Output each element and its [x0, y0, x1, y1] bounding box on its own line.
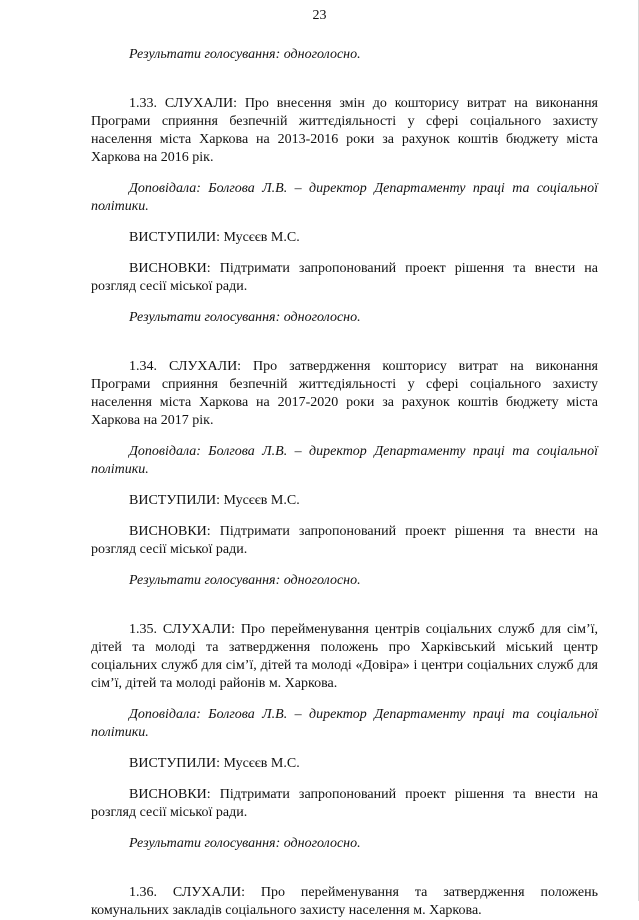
- heard-paragraph: 1.35. СЛУХАЛИ: Про перейменування центрів соціальних служб для сім’ї, дітей та молоді та затвердження положень про Харківський міський центр соціальних служб для сім’ї, дітей та молоді «Довіра» і центри соціальних служб для сім’ї, дітей та молоді районів м. Харкова.: [91, 622, 598, 691]
- page-number: 23: [312, 8, 327, 23]
- reporter-paragraph: Доповідала: Болгова Л.В. – директор Департаменту праці та соціальної політики.: [91, 707, 598, 740]
- speakers-paragraph: ВИСТУПИЛИ: Мусєєв М.С.: [129, 756, 300, 771]
- page-content: [91, 46, 598, 920]
- agenda-item-1-33: [91, 95, 598, 327]
- speakers-paragraph: ВИСТУПИЛИ: Мусєєв М.С.: [129, 230, 300, 245]
- agenda-item-1-34: [91, 358, 598, 590]
- conclusions-paragraph: ВИСНОВКИ: Підтримати запропонований проект рішення та внести на розгляд сесії міської ради.: [91, 261, 598, 294]
- agenda-item-1-35: [91, 621, 598, 853]
- vote-result: Результати голосування: одноголосно.: [129, 573, 361, 588]
- heard-paragraph: 1.34. СЛУХАЛИ: Про затвердження кошторису витрат на виконання Програми сприяння безпечній життєдіяльності у сфері соціального захисту населення міста Харкова на 2017-2020 роки за рахунок коштів бюджету міста Харкова на 2017 рік.: [91, 359, 598, 428]
- heard-paragraph: 1.33. СЛУХАЛИ: Про внесення змін до кошторису витрат на виконання Програми сприяння безпечній життєдіяльності у сфері соціального захисту населення міста Харкова на 2013-2016 роки за рахунок коштів бюджету міста Харкова на 2016 рік.: [91, 96, 598, 165]
- agenda-item-1-36: [91, 884, 598, 920]
- reporter-paragraph: Доповідала: Болгова Л.В. – директор Департаменту праці та соціальної політики.: [91, 181, 598, 214]
- vote-result: Результати голосування: одноголосно.: [129, 47, 361, 62]
- reporter-paragraph: Доповідала: Болгова Л.В. – директор Департаменту праці та соціальної політики.: [91, 444, 598, 477]
- conclusions-paragraph: ВИСНОВКИ: Підтримати запропонований проект рішення та внести на розгляд сесії міської ради.: [91, 524, 598, 557]
- vote-result: Результати голосування: одноголосно.: [129, 836, 361, 851]
- conclusions-paragraph: ВИСНОВКИ: Підтримати запропонований проект рішення та внести на розгляд сесії міської ради.: [91, 787, 598, 820]
- vote-result: Результати голосування: одноголосно.: [129, 310, 361, 325]
- speakers-paragraph: ВИСТУПИЛИ: Мусєєв М.С.: [129, 493, 300, 508]
- heard-paragraph: 1.36. СЛУХАЛИ: Про перейменування та затвердження положень комунальних закладів соціального захисту населення м. Харкова.: [91, 885, 598, 918]
